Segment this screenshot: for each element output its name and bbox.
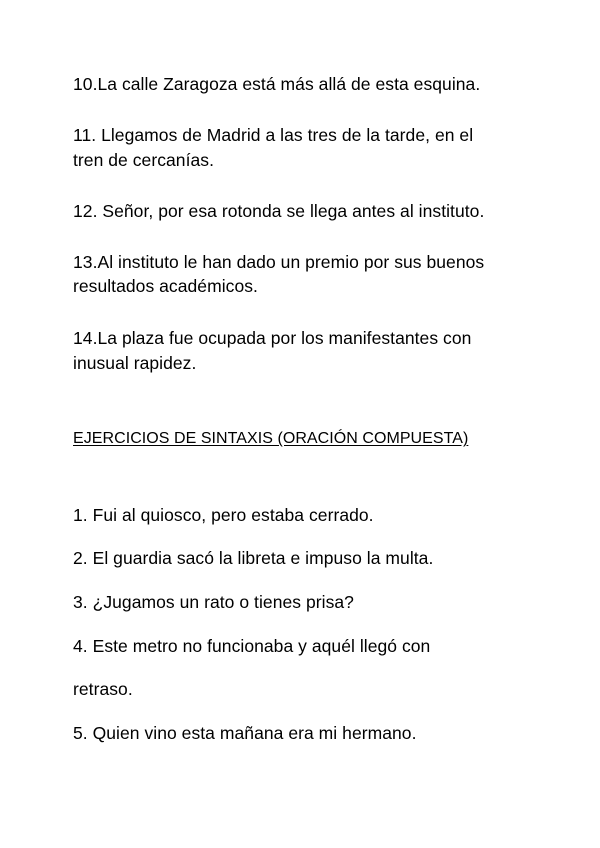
sentence-13-line-2: resultados académicos. [73, 276, 258, 296]
compound-sentence-4-line-2: retraso. [73, 679, 133, 699]
sentence-14-line-2: inusual rapidez. [73, 353, 197, 373]
compound-sentence-1: 1. Fui al quiosco, pero estaba cerrado. [73, 505, 374, 525]
compound-sentence-5: 5. Quien vino esta mañana era mi hermano. [73, 723, 417, 743]
compound-sentence-4-line-1: 4. Este metro no funcionaba y aquél llegó con [73, 636, 431, 656]
sentence-10: 10.La calle Zaragoza está más allá de esta esquina. [73, 74, 481, 94]
sentence-12: 12. Señor, por esa rotonda se llega antes al instituto. [73, 201, 485, 221]
compound-sentence-3: 3. ¿Jugamos un rato o tienes prisa? [73, 592, 354, 612]
sentence-13-line-1: 13.Al instituto le han dado un premio por sus buenos [73, 252, 485, 272]
sentence-14-line-1: 14.La plaza fue ocupada por los manifestantes con [73, 328, 472, 348]
section-heading: EJERCICIOS DE SINTAXIS (ORACIÓN COMPUESTA) [73, 430, 469, 447]
compound-sentence-2: 2. El guardia sacó la libreta e impuso la multa. [73, 548, 434, 568]
sentence-11-line-2: tren de cercanías. [73, 150, 214, 170]
sentence-11-line-1: 11. Llegamos de Madrid a las tres de la tarde, en el [73, 125, 474, 145]
